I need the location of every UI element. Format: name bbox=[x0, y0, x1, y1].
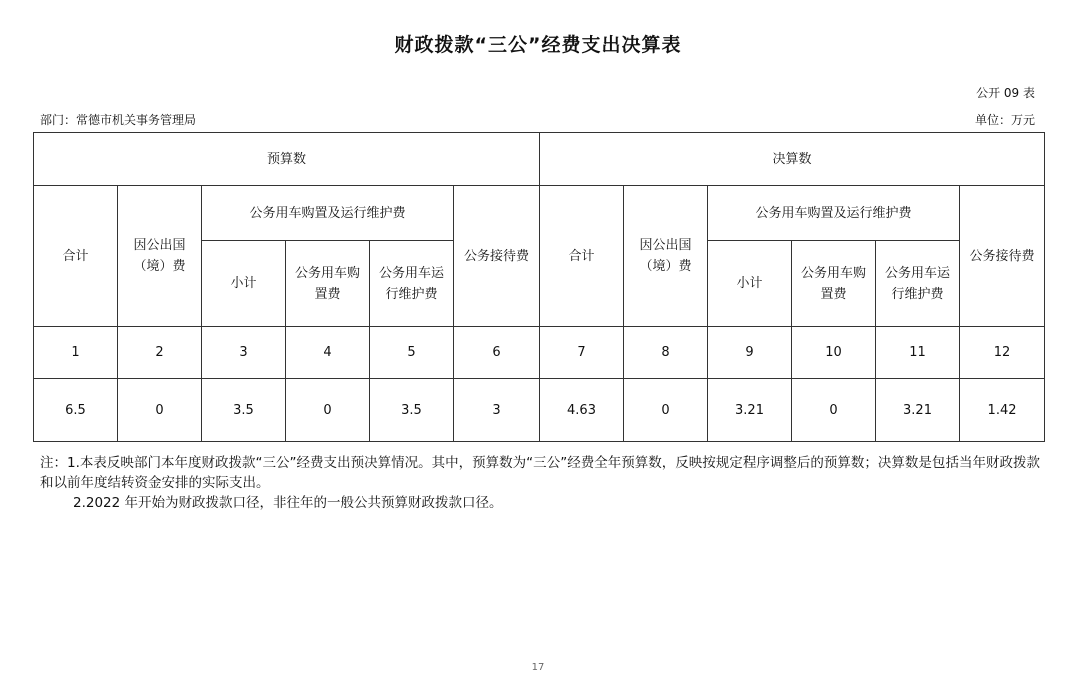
final-abroad-header: 因公出国（境）费 bbox=[624, 186, 708, 327]
budget-total-header: 合计 bbox=[34, 186, 118, 327]
index-cell: 8 bbox=[624, 327, 708, 379]
final-subtotal-value: 3.21 bbox=[708, 379, 792, 442]
final-vehicle-operation-value: 3.21 bbox=[876, 379, 960, 442]
budget-vehicle-purchase-value: 0 bbox=[286, 379, 370, 442]
three-public-expenses-table bbox=[33, 132, 1045, 442]
index-cell: 5 bbox=[370, 327, 454, 379]
final-vehicle-operation-header: 公务用车运行维护费 bbox=[876, 241, 960, 327]
budget-header: 预算数 bbox=[34, 133, 540, 186]
budget-vehicle-operation-value: 3.5 bbox=[370, 379, 454, 442]
header-row-1 bbox=[34, 133, 1045, 186]
final-subtotal-header: 小计 bbox=[708, 241, 792, 327]
page-number: 17 bbox=[531, 662, 545, 673]
department-label: 部门：常德市机关事务管理局 bbox=[40, 113, 197, 127]
index-cell: 9 bbox=[708, 327, 792, 379]
final-abroad-value: 0 bbox=[624, 379, 708, 442]
index-cell: 6 bbox=[454, 327, 540, 379]
final-vehicle-purchase-header: 公务用车购置费 bbox=[792, 241, 876, 327]
final-total-header: 合计 bbox=[540, 186, 624, 327]
notes bbox=[40, 453, 1040, 513]
note-1: 注：1.本表反映部门本年度财政拨款“三公”经费支出预决算情况。其中，预算数为“三公”经费全年预算数，反映按规定程序调整后的预算数；决算数是包括当年财政拨款和以前年度结转资金安排的实际支出。 bbox=[40, 455, 1040, 491]
final-total-value: 4.63 bbox=[540, 379, 624, 442]
page-title: 财政拨款“三公”经费支出决算表 bbox=[394, 34, 682, 56]
final-vehicle-purchase-value: 0 bbox=[792, 379, 876, 442]
budget-total-value: 6.5 bbox=[34, 379, 118, 442]
note-2: 2.2022 年开始为财政拨款口径，非往年的一般公共预算财政拨款口径。 bbox=[73, 495, 503, 511]
header-row-2 bbox=[34, 186, 1045, 241]
budget-abroad-value: 0 bbox=[118, 379, 202, 442]
index-cell: 12 bbox=[960, 327, 1045, 379]
value-row bbox=[34, 379, 1045, 442]
index-row bbox=[34, 327, 1045, 379]
budget-vehicle-header: 公务用车购置及运行维护费 bbox=[202, 186, 454, 241]
budget-subtotal-header: 小计 bbox=[202, 241, 286, 327]
index-cell: 1 bbox=[34, 327, 118, 379]
form-number: 公开 09 表 bbox=[976, 86, 1035, 100]
index-cell: 10 bbox=[792, 327, 876, 379]
budget-abroad-header: 因公出国（境）费 bbox=[118, 186, 202, 327]
index-cell: 2 bbox=[118, 327, 202, 379]
budget-reception-header: 公务接待费 bbox=[454, 186, 540, 327]
unit-label: 单位：万元 bbox=[974, 113, 1035, 127]
index-cell: 3 bbox=[202, 327, 286, 379]
index-cell: 11 bbox=[876, 327, 960, 379]
budget-reception-value: 3 bbox=[454, 379, 540, 442]
final-reception-header: 公务接待费 bbox=[960, 186, 1045, 327]
final-header: 决算数 bbox=[540, 133, 1045, 186]
final-reception-value: 1.42 bbox=[960, 379, 1045, 442]
final-vehicle-header: 公务用车购置及运行维护费 bbox=[708, 186, 960, 241]
budget-vehicle-operation-header: 公务用车运行维护费 bbox=[370, 241, 454, 327]
index-cell: 7 bbox=[540, 327, 624, 379]
index-cell: 4 bbox=[286, 327, 370, 379]
budget-vehicle-purchase-header: 公务用车购置费 bbox=[286, 241, 370, 327]
budget-subtotal-value: 3.5 bbox=[202, 379, 286, 442]
